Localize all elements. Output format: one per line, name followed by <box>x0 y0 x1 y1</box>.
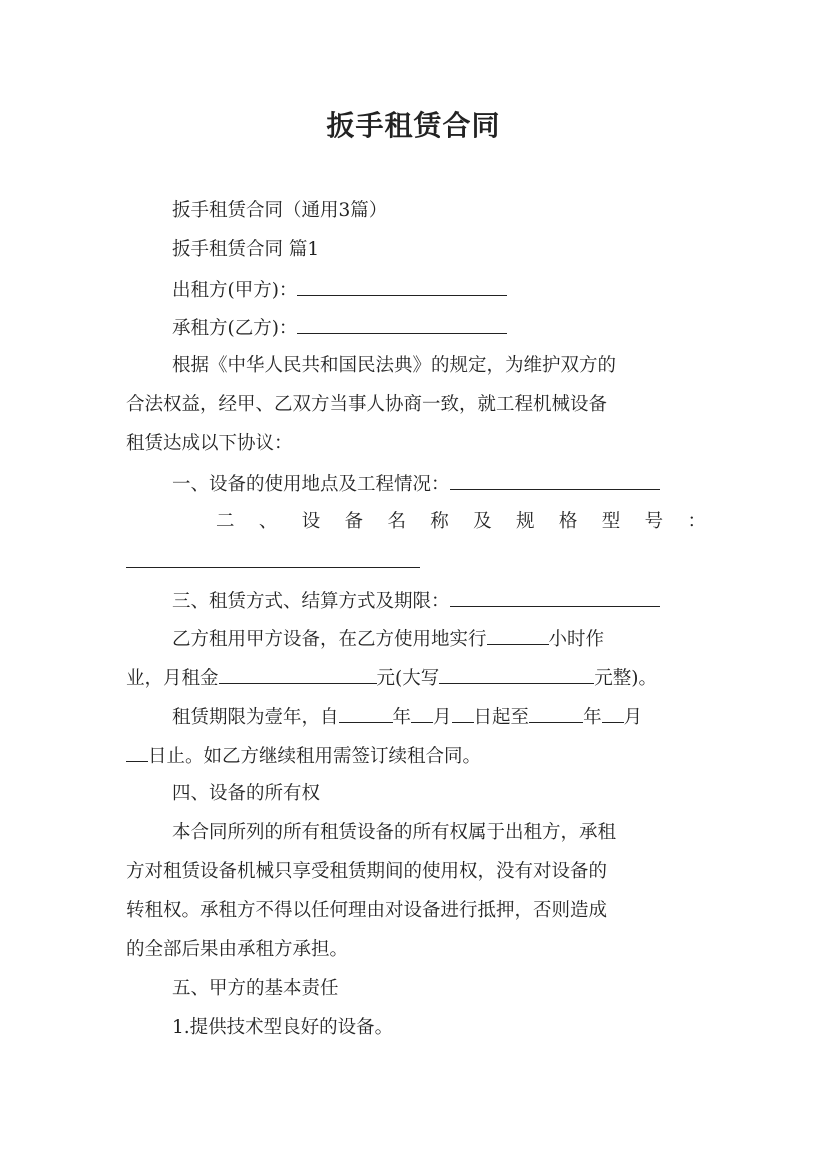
paragraph-line: 本合同所列的所有租赁设备的所有权属于出租方，承租 <box>172 822 617 843</box>
paragraph-line: 乙方租用甲方设备，在乙方使用地实行 小时作 <box>126 626 752 652</box>
lessee-line: 承租方(乙方)： <box>126 315 752 341</box>
paragraph-line: 合法权益，经甲、乙双方当事人协商一致，就工程机械设备 <box>126 394 608 415</box>
paragraph-line: 根据《中华人民共和国民法典》的规定，为维护双方的 <box>172 355 617 376</box>
lessor-blank[interactable] <box>297 277 507 296</box>
end-month-blank[interactable] <box>602 704 624 723</box>
hours-blank[interactable] <box>487 626 549 645</box>
clause-2-blank-line <box>126 549 706 575</box>
document-title: 扳手租赁合同 <box>326 109 501 142</box>
spec-blank[interactable] <box>126 549 420 568</box>
paragraph-line: 租赁期限为壹年，自 年 月 日起至 年 月 <box>126 704 752 730</box>
lessee-blank[interactable] <box>297 315 507 334</box>
lessor-line: 出租方(甲方)： <box>126 277 752 303</box>
rent-words-blank[interactable] <box>439 665 594 684</box>
paragraph-line: 日止。如乙方继续租用需签订续租合同。 <box>126 743 706 769</box>
subtitle-line: 扳手租赁合同（通用3篇） <box>172 200 388 221</box>
start-month-blank[interactable] <box>411 704 433 723</box>
end-day-blank[interactable] <box>126 743 148 762</box>
rent-blank[interactable] <box>219 665 377 684</box>
start-year-blank[interactable] <box>339 704 393 723</box>
paragraph-line: 租赁达成以下协议： <box>126 433 293 454</box>
clause-4-heading: 四、设备的所有权 <box>172 783 321 804</box>
paragraph-line: 的全部后果由承租方承担。 <box>126 939 349 960</box>
paragraph-line: 业，月租金 元(大写 元整)。 <box>126 665 706 691</box>
end-year-blank[interactable] <box>529 704 583 723</box>
clause-5-heading: 五、甲方的基本责任 <box>172 978 339 999</box>
start-day-blank[interactable] <box>452 704 474 723</box>
terms-blank[interactable] <box>450 588 660 607</box>
clause-3-line: 三、租赁方式、结算方式及期限： <box>126 588 752 614</box>
clause-2-line: 二 、 设 备 名 称 及 规 格 型 号 ： <box>216 511 706 532</box>
paragraph-line: 方对租赁设备机械只享受租赁期间的使用权，没有对设备的 <box>126 861 608 882</box>
clause-1-line: 一、设备的使用地点及工程情况： <box>126 471 752 497</box>
location-blank[interactable] <box>450 471 660 490</box>
paragraph-line: 转租权。承租方不得以任何理由对设备进行抵押，否则造成 <box>126 900 608 921</box>
section-heading-line: 扳手租赁合同 篇1 <box>172 239 320 260</box>
paragraph-line: 1.提供技术型良好的设备。 <box>172 1017 394 1038</box>
